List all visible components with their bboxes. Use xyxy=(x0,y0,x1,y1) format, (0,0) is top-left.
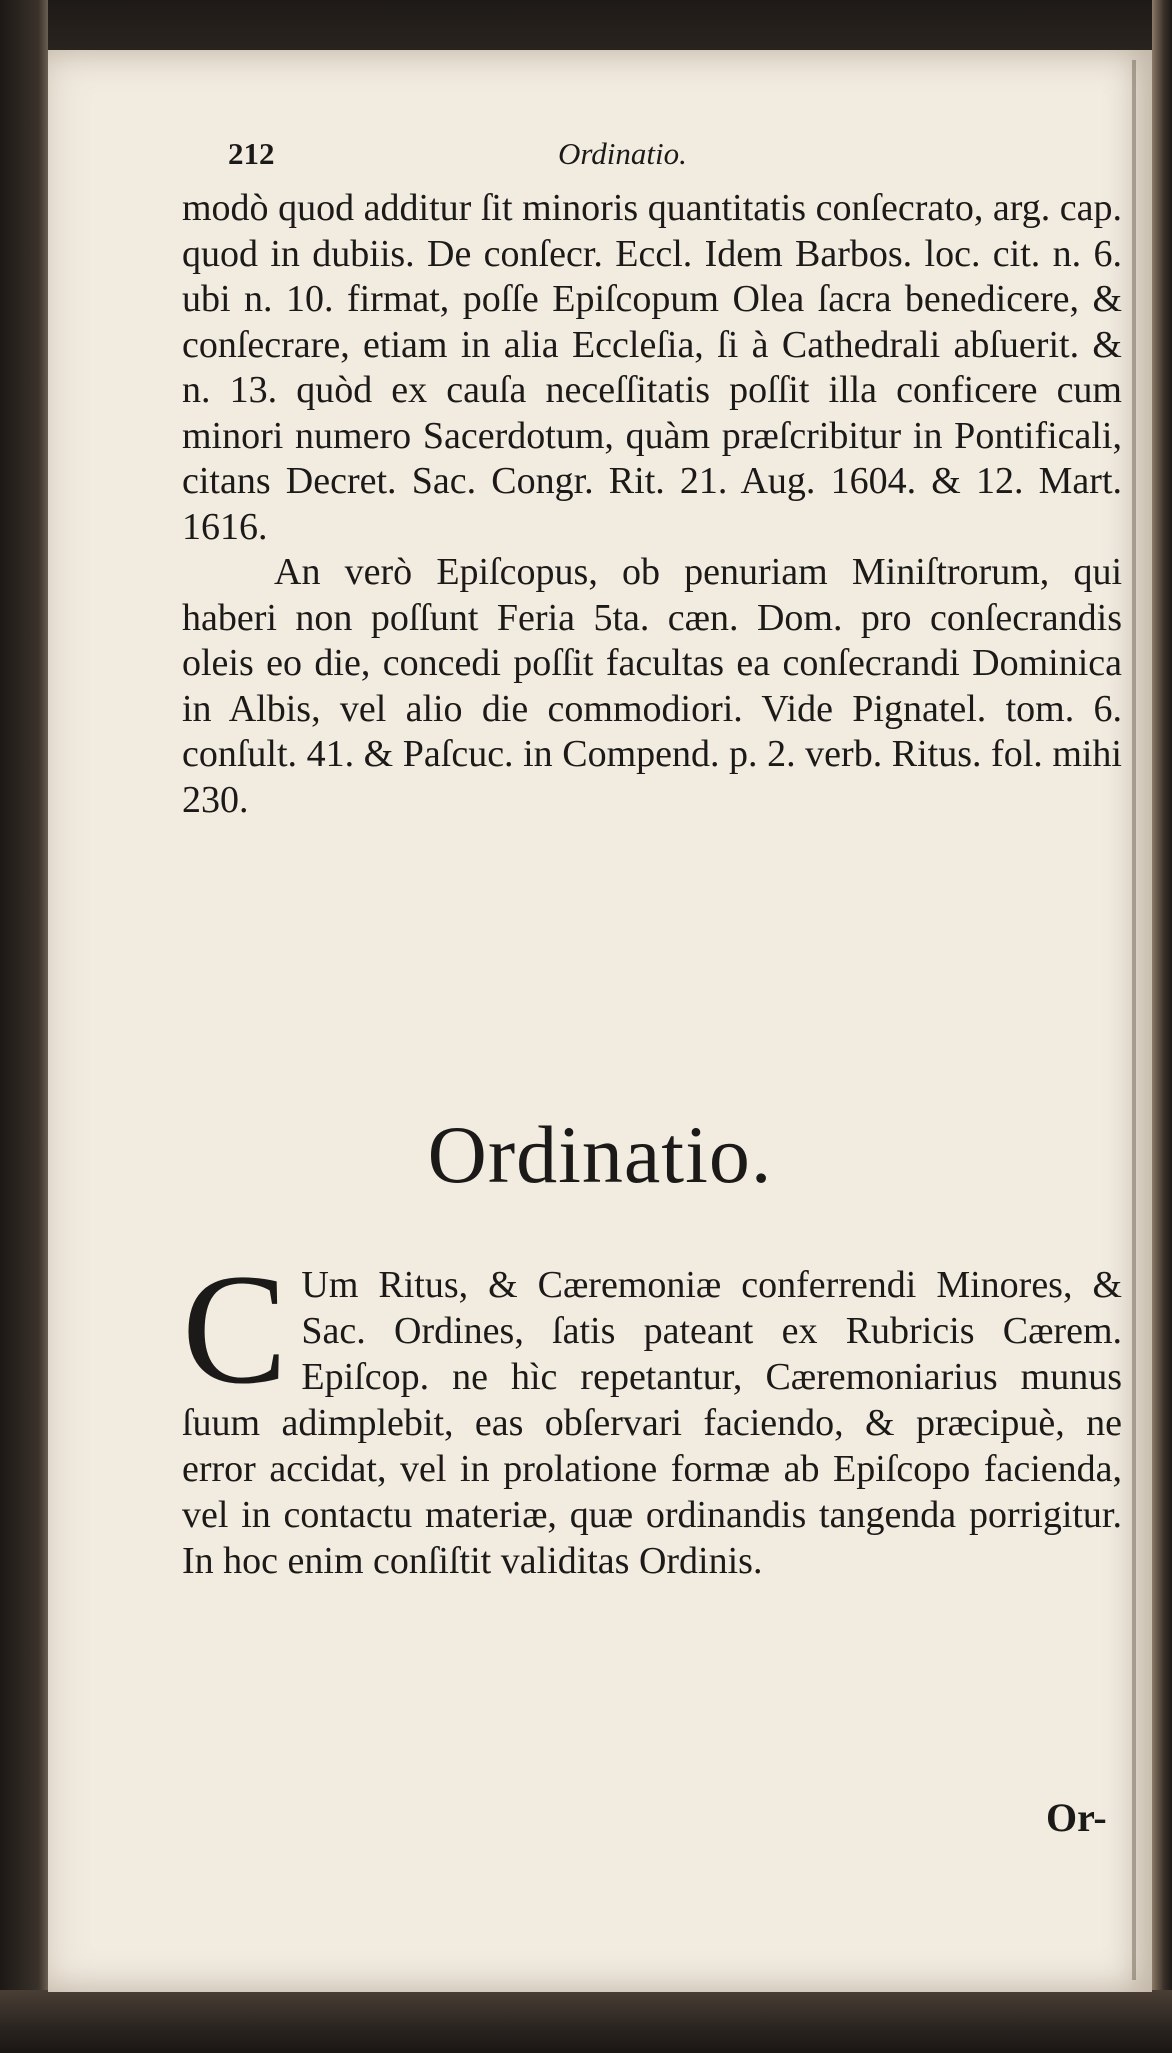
text-block-ordinatio xyxy=(182,1242,1122,1584)
paragraph-ordinatio: Um Ritus, & Cæremoniæ conferrendi Minores, & Sac. Ordines, ſatis pateant ex Rubricis Cærem. Epiſcop. ne hìc repetantur, Cæremoniarius munus ſuum adimplebit, eas obſervari faciendo, & præcipuè, ne error accidat, vel in prolatione formæ ab Epiſcopo facienda, vel in contactu materiæ, quæ ordinandis tangenda porrigitur. In hoc enim conſiſtit validitas Ordinis. xyxy=(182,1264,1122,1582)
page-edge-shadow xyxy=(1132,60,1136,1980)
paragraph-continuation: modò quod additur ſit minoris quantitatis conſecrato, arg. cap. quod in dubiis. De conſecr. Eccl. Idem Barbos. loc. cit. n. 6. ubi n. 10. firmat, poſſe Epiſcopum Olea ſacra benedicere, & conſecrare, etiam in alia Eccleſia, ſi à Cathedrali abſuerit. & n. 13. quòd ex cauſa neceſſitatis poſſit illa conficere cum minori numero Sacerdotum, quàm præſcribitur in Pontificali, citans Decret. Sac. Congr. Rit. 21. Aug. 1604. & 12. Mart. 1616. xyxy=(182,187,1122,548)
scan-frame-bottom xyxy=(0,1990,1172,2053)
scan-frame-right xyxy=(1152,0,1172,2053)
paragraph-question: An verò Epiſcopus, ob penuriam Miniſtrorum, qui haberi non poſſunt Feria 5ta. cæn. Dom. pro conſecrandis oleis eo die, concedi poſſit facultas ea conſecrandi Dominica in Albis, vel alio die commodiori. Vide Pignatel. tom. 6. conſult. 41. & Paſcuc. in Compend. p. 2. verb. Ritus. fol. mihi 230. xyxy=(182,551,1122,821)
drop-cap: C xyxy=(182,1242,288,1417)
text-block-top xyxy=(182,186,1122,823)
page-number: 212 xyxy=(228,136,275,171)
catchword: Or- xyxy=(1046,1795,1107,1840)
running-title: Ordinatio. xyxy=(558,136,687,171)
section-heading: Ordinatio. xyxy=(427,1109,773,1200)
scan-frame-left xyxy=(0,0,48,2053)
page-header xyxy=(228,136,1128,176)
